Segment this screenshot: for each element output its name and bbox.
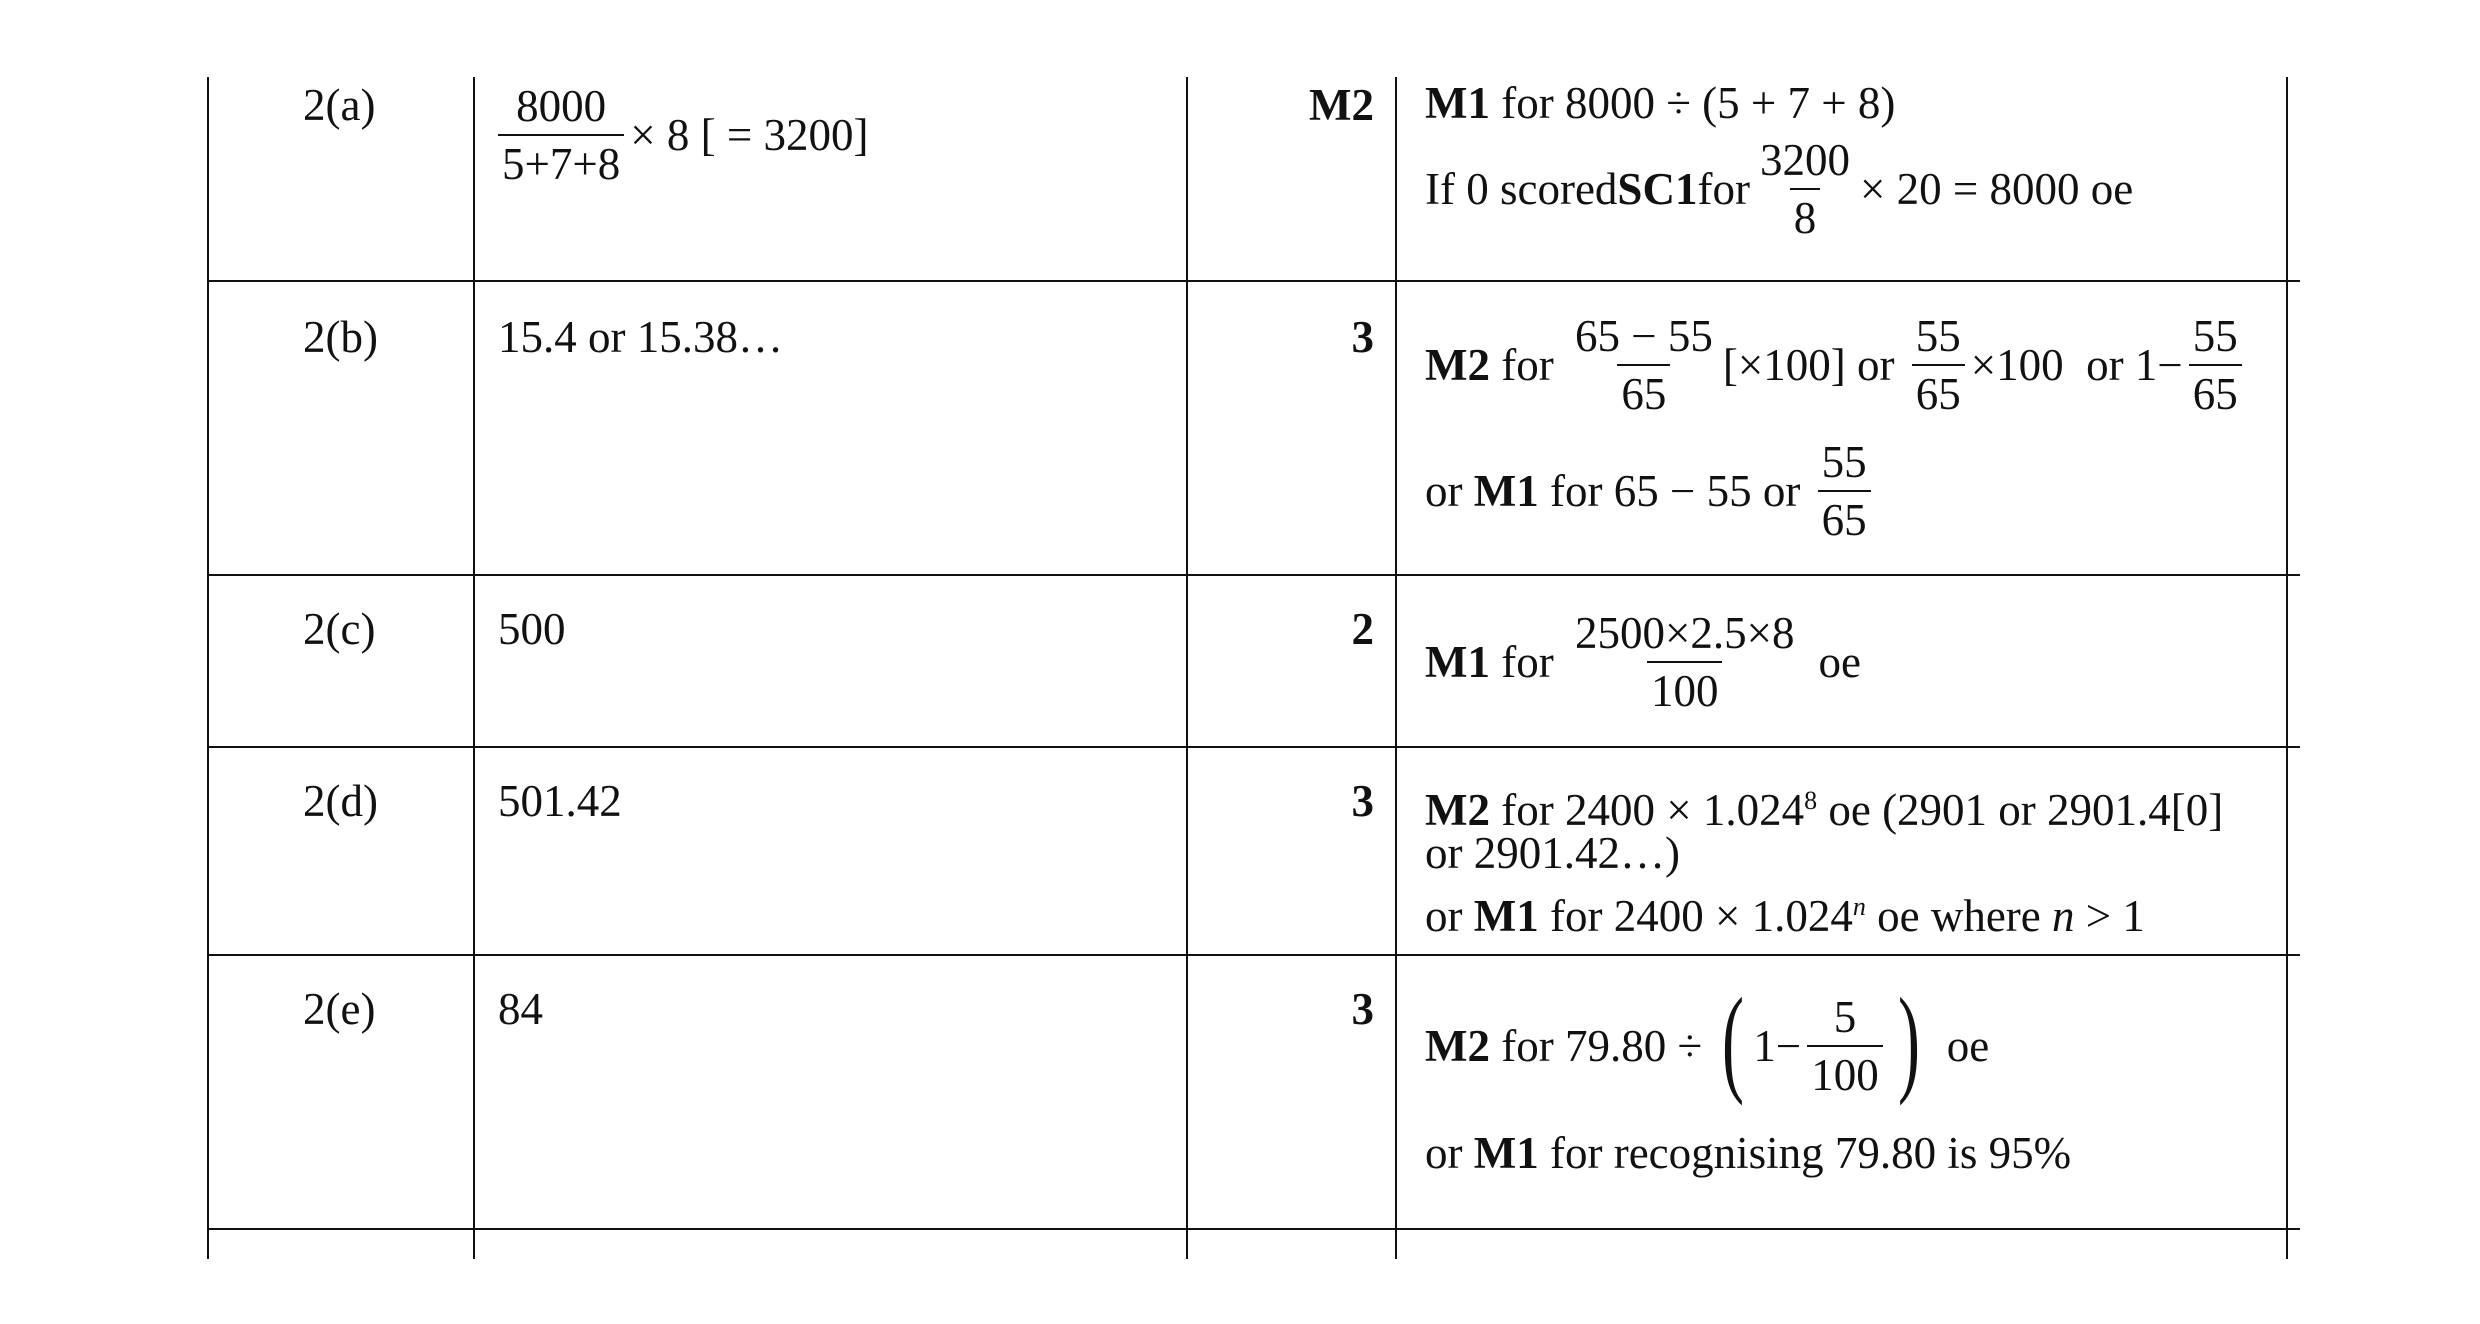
guidance-fraction	[1756, 132, 1854, 246]
guidance-fraction	[1807, 989, 1883, 1103]
answer-text: × 8 [ = 3200]	[630, 110, 869, 160]
mark-value: 3	[1351, 312, 1374, 362]
guidance-fraction	[1912, 308, 1965, 422]
guidance-text: for recognising 79.80 is 95%	[1538, 1128, 2072, 1178]
mark-code: M1	[1473, 891, 1539, 941]
guidance-fraction	[1571, 605, 1799, 719]
answer-fraction	[498, 78, 624, 192]
row-divider	[207, 954, 2300, 956]
mark-code: M2	[1425, 340, 1490, 390]
guidance-text: > 1	[2074, 891, 2145, 941]
guidance-text: for	[1489, 637, 1565, 687]
guidance-text: oe where	[1865, 891, 2052, 941]
fraction-numerator: 55	[2192, 311, 2238, 361]
fraction-numerator: 2500×2.5×8	[1574, 608, 1795, 658]
question-number: 2(b)	[303, 312, 378, 362]
fraction-denominator: 100	[1807, 1045, 1883, 1103]
guidance-line	[1425, 605, 1861, 719]
question-number: 2(c)	[303, 604, 376, 654]
guidance-fraction	[1571, 308, 1717, 422]
guidance-text: for	[1489, 340, 1565, 390]
question-number: 2(e)	[303, 984, 376, 1034]
guidance-text: oe	[1818, 637, 1861, 687]
fraction-denominator: 100	[1647, 661, 1723, 719]
row-divider	[207, 1228, 2300, 1230]
mark-value: 3	[1351, 984, 1374, 1034]
mark-value: 2	[1351, 604, 1374, 654]
bracket-close: )	[1897, 973, 1920, 1106]
column-divider-mark	[1186, 77, 1188, 1259]
answer-text: 500	[498, 604, 566, 654]
guidance-text: ×100 or 1−	[1970, 340, 2183, 390]
guidance-text: [×100] or	[1722, 340, 1906, 390]
row-divider	[207, 746, 2300, 748]
fraction-denominator: 65	[1617, 364, 1670, 422]
guidance-text: for 8000 ÷ (5 + 7 + 8)	[1489, 78, 1896, 128]
variable: n	[2052, 891, 2075, 941]
fraction-numerator: 55	[1821, 437, 1867, 487]
fraction-numerator: 55	[1915, 311, 1961, 361]
guidance-line	[1425, 1126, 2071, 1180]
column-divider-guidance	[1395, 77, 1397, 1259]
table-border-right	[2286, 77, 2288, 1259]
guidance-text: 1−	[1753, 1021, 1802, 1071]
guidance-text: × 20 = 8000 oe	[1859, 164, 2134, 214]
mark-code: M1	[1425, 78, 1490, 128]
guidance-line	[1425, 434, 1877, 548]
guidance-fraction	[2189, 308, 2242, 422]
guidance-text: for 65 − 55 or	[1538, 466, 1812, 516]
fraction-denominator: 5+7+8	[498, 134, 624, 192]
guidance-line	[1425, 880, 2145, 943]
exponent: 8	[1804, 786, 1818, 815]
guidance-line	[1425, 308, 2248, 422]
fraction-denominator: 65	[2189, 364, 2242, 422]
guidance-line	[1425, 132, 2133, 246]
guidance-text: for	[1697, 164, 1750, 214]
fraction-denominator: 65	[1912, 364, 1965, 422]
guidance-line	[1425, 973, 1990, 1106]
question-number: 2(d)	[303, 776, 378, 826]
mark-code: M2	[1425, 785, 1490, 835]
answer-cell	[498, 78, 869, 192]
guidance-text: or	[1425, 1128, 1474, 1178]
question-number: 2(a)	[303, 80, 376, 130]
guidance-text: oe	[1946, 1021, 1990, 1071]
mark-code: M1	[1473, 1128, 1539, 1178]
row-divider	[207, 574, 2300, 576]
guidance-text: If 0 scored	[1425, 164, 1618, 214]
fraction-numerator: 5	[1833, 992, 1857, 1042]
fraction-denominator: 65	[1818, 490, 1871, 548]
row-divider	[207, 280, 2300, 282]
guidance-text: for 2400 × 1.024	[1538, 891, 1853, 941]
fraction-numerator: 8000	[516, 81, 607, 131]
guidance-text: or	[1425, 466, 1474, 516]
column-divider-answer	[473, 77, 475, 1259]
guidance-text: oe (2901 or 2901.4[0]	[1817, 785, 2224, 835]
guidance-text: for 2400 × 1.024	[1489, 785, 1805, 835]
table-border-left	[207, 77, 209, 1259]
guidance-text: for 79.80 ÷	[1489, 1021, 1714, 1071]
fraction-numerator: 3200	[1759, 135, 1850, 185]
fraction-denominator: 8	[1790, 188, 1821, 246]
mark-code: M1	[1425, 637, 1490, 687]
guidance-line: or 2901.42…)	[1425, 828, 1680, 878]
fraction-numerator: 65 − 55	[1574, 311, 1713, 361]
answer-text: 84	[498, 984, 543, 1034]
answer-text: 15.4 or 15.38…	[498, 312, 783, 362]
exponent: n	[1852, 892, 1866, 921]
bracket-open: (	[1722, 973, 1745, 1106]
mark-value: M2	[1309, 80, 1374, 130]
answer-text: 501.42	[498, 776, 622, 826]
mark-code: M2	[1425, 1021, 1490, 1071]
guidance-line	[1425, 76, 1895, 130]
guidance-fraction	[1818, 434, 1871, 548]
mark-value: 3	[1351, 776, 1374, 826]
mark-code: M1	[1473, 466, 1539, 516]
mark-code: SC1	[1617, 164, 1698, 214]
guidance-text: or	[1425, 891, 1474, 941]
